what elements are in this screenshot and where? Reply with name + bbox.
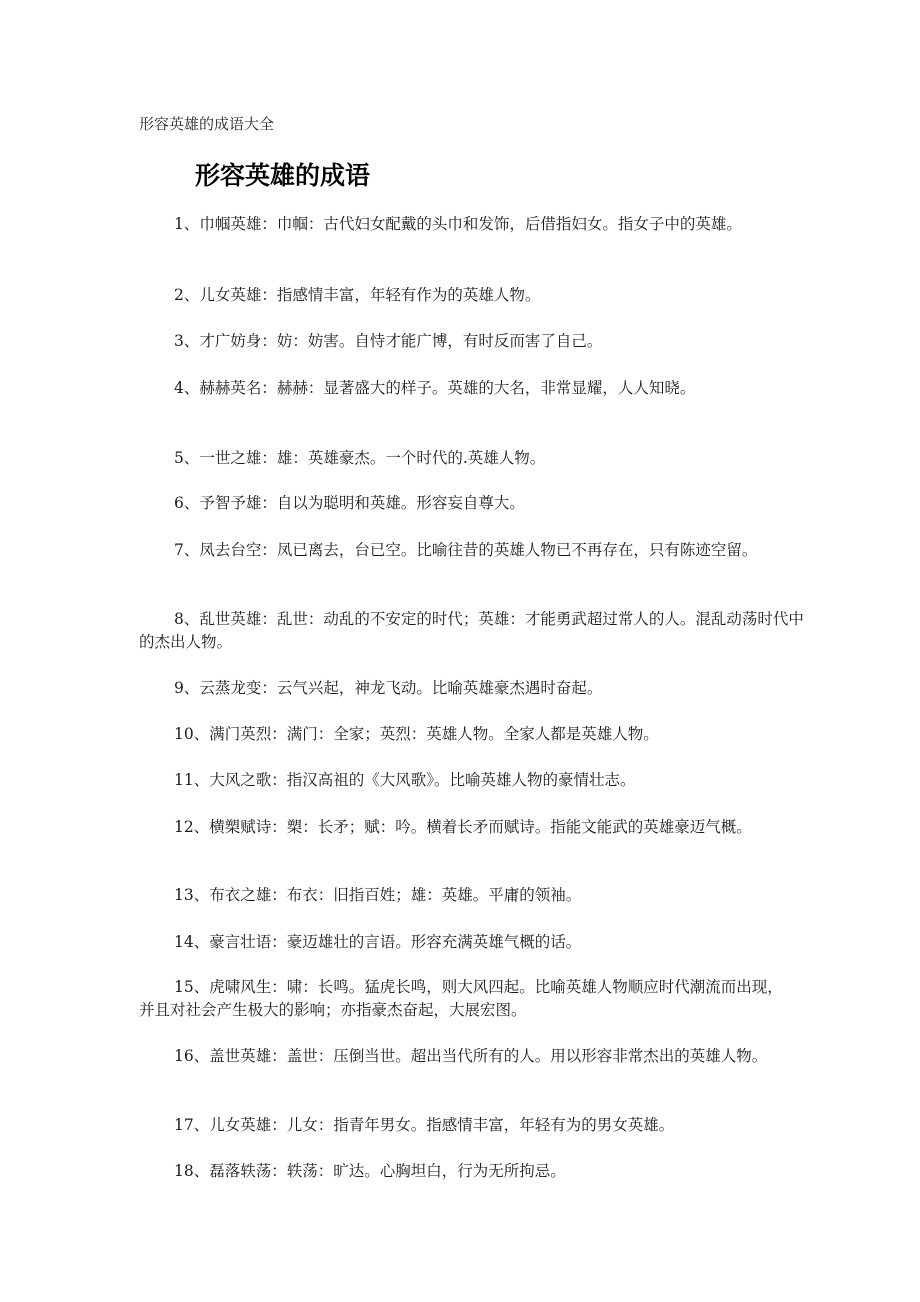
idiom-entry-9: 9、云蒸龙变：云气兴起，神龙飞动。比喻英雄豪杰遇时奋起。 [174, 679, 603, 697]
idiom-entry-15: 15、虎啸风生：啸：长鸣。猛虎长鸣，则大风四起。比喻英雄人物顺应时代潮流而出现，并且对社会产生极大的影响；亦指豪杰奋起，大展宏图。 [139, 978, 783, 1019]
idiom-entry-11: 11、大风之歌：指汉高祖的《大风歌》。比喻英雄人物的豪情壮志。 [174, 771, 636, 789]
idiom-entry-12: 12、横槊赋诗：槊：长矛；赋：吟。横着长矛而赋诗。指能文能武的英雄豪迈气概。 [174, 818, 752, 836]
idiom-entry-18: 18、磊落轶荡：轶荡：旷达。心胸坦白，行为无所拘忌。 [174, 1162, 566, 1180]
idiom-entry-17: 17、儿女英雄：儿女：指青年男女。指感情丰富，年轻有为的男女英雄。 [174, 1116, 675, 1134]
idiom-entry-4: 4、赫赫英名：赫赫：显著盛大的样子。英雄的大名，非常显耀，人人知晓。 [174, 379, 696, 397]
idiom-entry-14: 14、豪言壮语：豪迈雄壮的言语。形容充满英雄气概的话。 [174, 933, 582, 951]
idiom-entry-5: 5、一世之雄：雄：英雄豪杰。一个时代的.英雄人物。 [174, 449, 546, 467]
idiom-entry-7: 7、凤去台空：凤已离去，台已空。比喻往昔的英雄人物已不再存在，只有陈迹空留。 [174, 541, 758, 559]
idiom-entry-3: 3、才广妨身：妨：妨害。自恃才能广博，有时反而害了自己。 [174, 332, 603, 350]
idiom-entry-10: 10、满门英烈：满门：全家；英烈：英雄人物。全家人都是英雄人物。 [174, 725, 659, 743]
idiom-entry-2: 2、儿女英雄：指感情丰富，年轻有作为的英雄人物。 [174, 286, 541, 304]
idiom-entry-1: 1、巾帼英雄：巾帼：古代妇女配戴的头巾和发饰，后借指妇女。指女子中的英雄。 [174, 215, 742, 233]
idiom-entry-16: 16、盖世英雄：盖世：压倒当世。超出当代所有的人。用以形容非常杰出的英雄人物。 [174, 1047, 768, 1065]
document-header: 形容英雄的成语大全 [139, 115, 275, 133]
document-title: 形容英雄的成语 [195, 161, 371, 190]
idiom-entry-13: 13、布衣之雄：布衣：旧指百姓；雄：英雄。平庸的领袖。 [174, 886, 582, 904]
idiom-entry-6: 6、予智予雄：自以为聪明和英雄。形容妄自尊大。 [174, 494, 525, 512]
idiom-entry-8: 8、乱世英雄：乱世：动乱的不安定的时代；英雄：才能勇武超过常人的人。混乱动荡时代中的杰出人物。 [139, 610, 804, 651]
